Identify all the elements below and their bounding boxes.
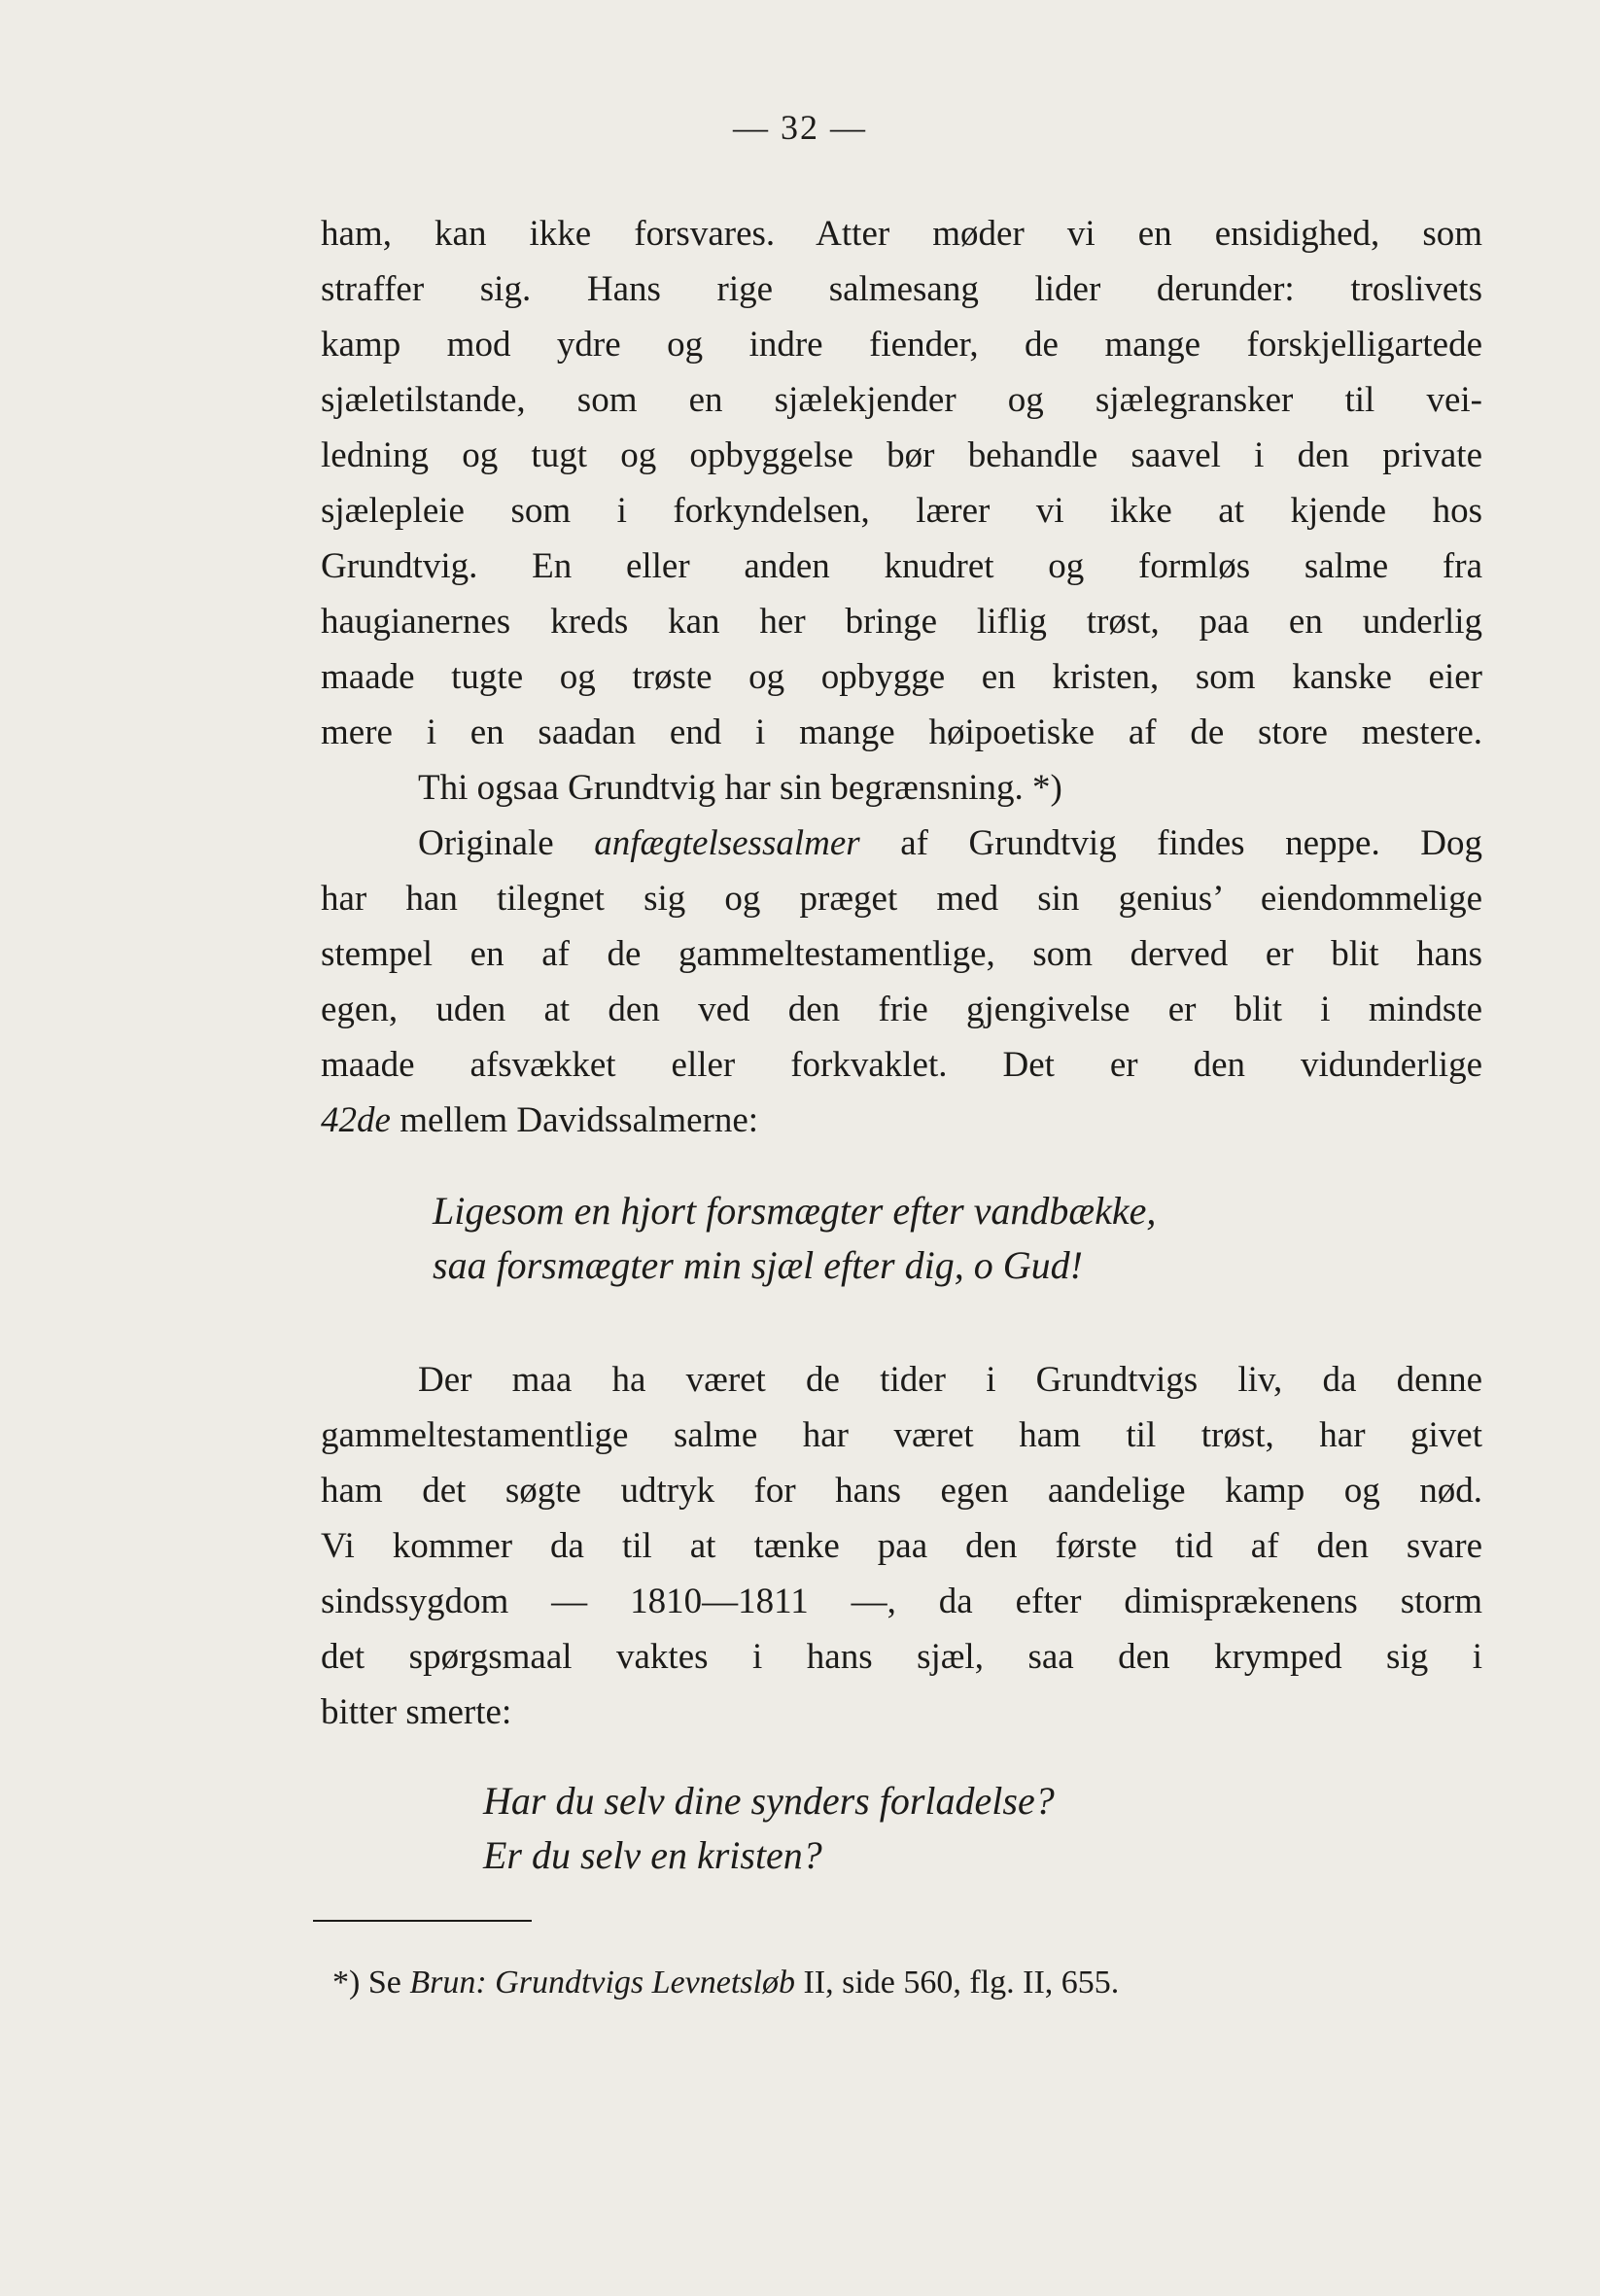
text-line: kamp mod ydre og indre fiender, de mange forskjelligartede [321,325,1482,365]
text-line: ledning og tugt og opbyggelse bør behandle saavel i den private [321,435,1482,475]
text-line: det spørgsmaal vaktes i hans sjæl, saa den krymped sig i [321,1637,1482,1677]
verse-line: Er du selv en kristen? [483,1833,822,1877]
text-line: bitter smerte: [321,1692,512,1732]
paragraph-4 [321,1352,1482,1740]
footnote-reference: II, side 560, flg. II, 655. [794,1965,1120,2000]
footnote-author: Brun: [409,1965,487,2000]
text-line: egen, uden at den ved den frie gjengivelse er blit i mindste [321,990,1482,1029]
footnote-marker: *) Se [332,1965,410,2000]
text-span: Originale [418,823,595,863]
text-line: stempel en af de gammeltestamentlige, som derved er blit hans [321,934,1482,974]
text-line: sjælepleie som i forkyndelsen, lærer vi ikke at kjende hos [321,491,1482,531]
text-span: mellem Davidssalmerne: [390,1100,759,1140]
italic-term: anfægtelsessalmer [594,823,860,863]
footnote-rule [313,1920,532,1922]
text-line: straffer sig. Hans rige salmesang lider derunder: troslivets [321,269,1482,309]
text-span: af Grundtvig findes neppe. Dog [859,823,1482,863]
text-line: mere i en saadan end i mange høipoetiske af de store mestere. [321,713,1482,752]
footnote [332,1959,1119,2007]
verse-1 [433,1184,1156,1293]
page-number: — 32 — [733,108,867,147]
text-line: ham det søgte udtryk for hans egen aandelige kamp og nød. [321,1471,1482,1511]
text-line: Grundtvig. En eller anden knudret og formløs salme fra [321,546,1482,586]
verse-line: saa forsmægter min sjæl efter dig, o Gud! [433,1243,1083,1287]
paragraph-3-last-line [321,1093,1482,1148]
text-line: maade tugte og trøste og opbygge en kristen, som kanske eier [321,657,1482,697]
text-line: sindssygdom — 1810—1811 —, da efter dimisprækenens storm [321,1582,1482,1621]
verse-line: Ligesom en hjort forsmægter efter vandbække, [433,1189,1157,1233]
paragraph-2: Thi ogsaa Grundtvig har sin begrænsning. *) [418,768,1062,808]
text-line: maade afsvækket eller forkvaklet. Det er den vidunderlige [321,1045,1482,1085]
text-line: gammeltestamentlige salme har været ham til trøst, har givet [321,1415,1482,1455]
text-line: Der maa ha været de tider i Grundtvigs liv, da denne [418,1360,1482,1400]
text-line: sjæletilstande, som en sjælekjender og sjælegransker til vei- [321,380,1482,420]
italic-term: 42de [321,1100,391,1140]
verse-2 [483,1774,1055,1883]
paragraph-3-first-line [321,816,1482,871]
text-line: Vi kommer da til at tænke paa den første tid af den svare [321,1526,1482,1566]
text-line: ham, kan ikke forsvares. Atter møder vi en ensidighed, som [321,214,1482,254]
text-line: haugianernes kreds kan her bringe liflig trøst, paa en underlig [321,602,1482,642]
verse-line: Har du selv dine synders forladelse? [483,1779,1055,1823]
text-line: har han tilegnet sig og præget med sin genius’ eiendommelige [321,879,1482,919]
footnote-title: Grundtvigs Levnetsløb [495,1965,795,2000]
paragraph-1 [321,206,1482,1148]
